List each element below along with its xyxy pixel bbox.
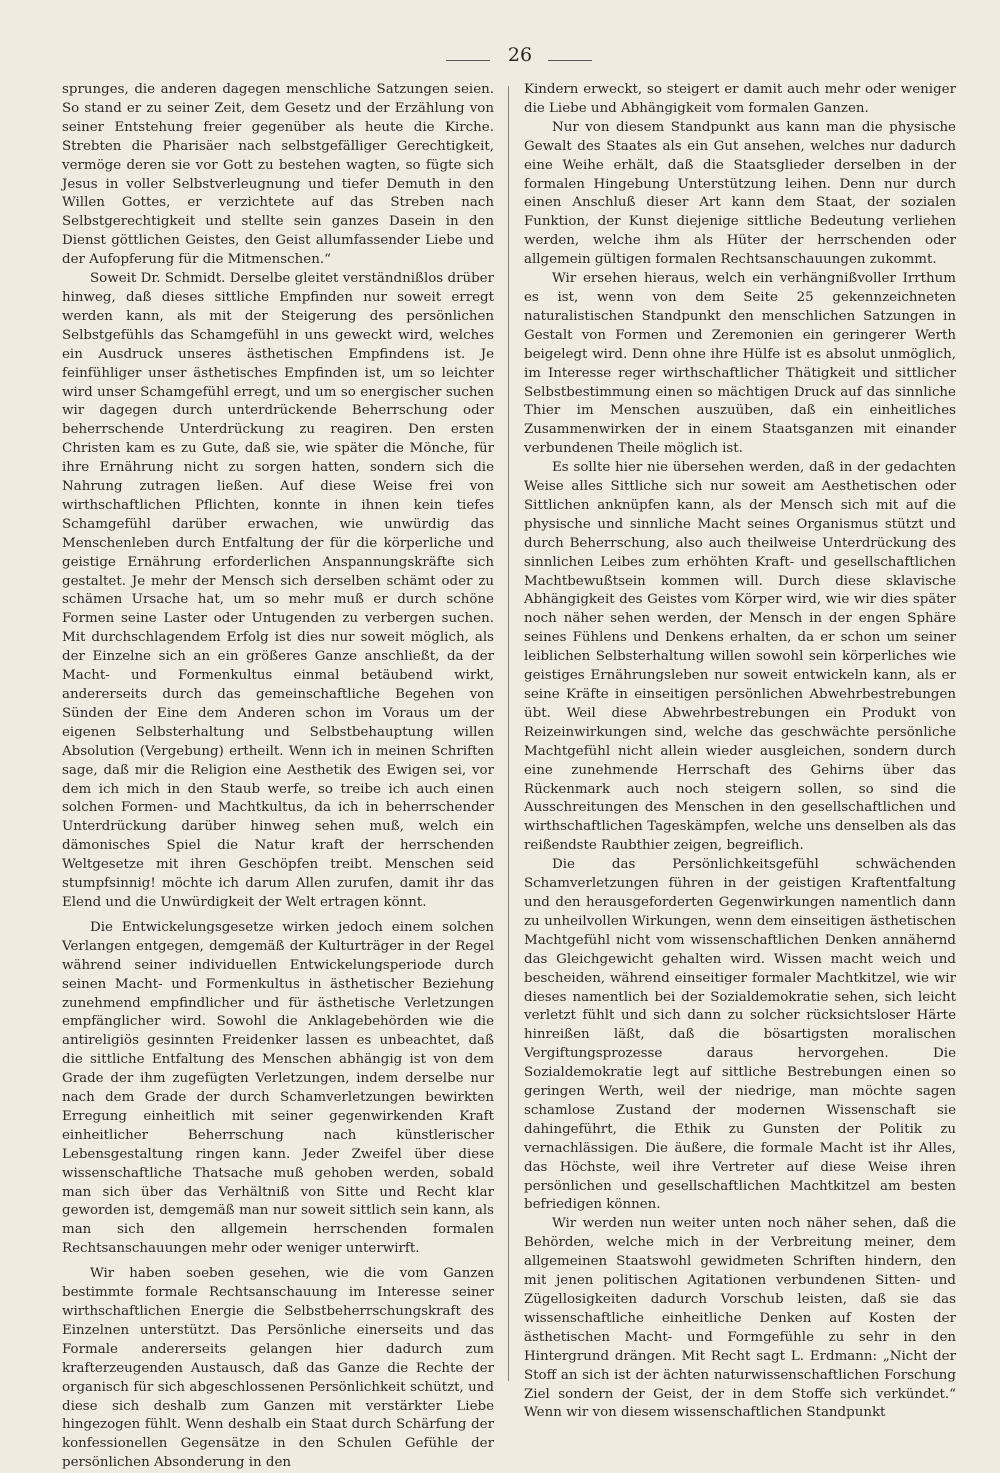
left-column [62,81,494,1473]
paragraph: Wir werden nun weiter unten noch näher sehen, daß die Behörden, welche mich in der Verbreitung meiner, dem allgemeinen Staatswohl gewidmeten Schriften hindern, den mit jenen politischen Agitationen verbundenen Sitten- und Zügellosigkeiten dadurch Vorschub leisten, daß sie das wissenschaftliche einheitliche Denken auf Kosten der ästhetischen Macht- und Formgefühle zu sehr in den Hintergrund drängen. Mit Recht sagt L. Erdmann: „Nicht der Stoff an sich ist der ächten naturwissenschaftlichen Forschung Ziel sondern der Geist, der in dem Stoffe sich verkündet.“ Wenn wir von diesem wissenschaftlichen Standpunkt [524,1216,956,1421]
header-rule-left [446,60,490,61]
paragraph: Soweit Dr. Schmidt. Derselbe gleitet verständnißlos drüber hinweg, daß dieses sittliche Empfinden nur soweit erregt werden kann, als mit der Steigerung des persönlichen Selbstgefühls das Schamgefühl in uns geweckt wird, welches ein Ausdruck unseres ästhetischen Empfindens ist. Je feinfühliger unser ästhetisches Empfinden ist, um so leichter wird unser Schamgefühl erregt, und um so energischer suchen wir dagegen durch unterdrückende Beherrschung oder beherrschende Unterdrückung zu reagiren. Den ersten Christen kam es zu Gute, daß sie, wie später die Mönche, für ihre Ernährung nicht zu sorgen hatten, sondern sich die Nahrung zutragen ließen. Auf diese Weise frei von wirthschaftlichen Pflichten, konnte in ihnen kein tiefes Schamgefühl darüber erwachen, wie unwürdig das Menschenleben durch Entfaltung der für die körperliche und geistige Ernährung erforderlichen Anspannungskräfte sich gestaltet. Je mehr der Mensch sich derselben schämt oder zu schämen Ursache hat, um so mehr muß er durch schöne Formen seine Laster oder Untugenden zu verbergen suchen. Mit durchschlagendem Erfolg ist dies nur soweit möglich, als der Einzelne sich an ein größeres Ganze anschließt, da der Macht- und Formenkultus einmal betäubend wirkt, andererseits durch das gemeinschaftliche Begehen von Sünden der Eine dem Anderen schon im Voraus um der eigenen Selbsterhaltung und Selbstbehauptung willen Absolution (Vergebung) ertheilt. Wenn ich in meinen Schriften sage, daß mir die Religion eine Aesthetik des Ewigen sei, vor dem ich mich in den Staub werfe, so treibe ich auch einen solchen Formen- und Machtkultus, da ich in beherrschender Unterdrückung darüber hinweg sehen muß, welch ein dämonisches Spiel die Natur kraft der herrschenden Weltgesetze mit ihren Geschöpfen treibt. Menschen seid stumpfsinnig! möchte ich darum Allen zurufen, damit ihr das Elend und die Unwürdigkeit der Welt ertragen könnt. [62,271,494,910]
paragraph: sprunges, die anderen dagegen menschliche Satzungen seien. So stand er zu seiner Zeit, dem Gesetz und der Erzählung von seiner Entstehung freier gegenüber als heute die Kirche. Strebten die Pharisäer nach selbstgefälliger Gerechtigkeit, vermöge deren sie vor Gott zu bestehen wagten, so fügte sich Jesus in voller Selbstverleugnung und tiefer Demuth in den Willen Gottes, er verzichtete auf das Streben nach Selbstgerechtigkeit und stellte sein ganzes Dasein in den Dienst göttlichen Geistes, den Geist allumfassender Liebe und der Aufopferung für die Mitmenschen.“ [62,82,494,268]
paragraph: Kindern erweckt, so steigert er damit auch mehr oder weniger die Liebe und Abhängigkeit vom formalen Ganzen. [524,82,956,116]
page-number: 26 [507,44,533,66]
page-header [0,44,1000,74]
right-column [524,81,956,1423]
paragraph: Die Entwickelungsgesetze wirken jedoch einem solchen Verlangen entgegen, demgemäß der Kulturträger in der Regel während seiner individuellen Entwickelungsperiode durch seinen Macht- und Formenkultus in ästhetischer Beziehung zunehmend empfindlicher und für ästhetische Verletzungen empfänglicher wird. Sowohl die Anklagebehörden wie die antireligiös gesinnten Freidenker lassen es unbeachtet, daß die sittliche Entfaltung des Menschen abhängig ist von dem Grade der ihm zugefügten Verletzungen, indem derselbe nur nach dem Grade der durch Schamverletzungen bewirkten Erregung einheitlich mit seiner gegenwirkenden Kraft einheitlicher Beherrschung nach künstlerischer Lebensgestaltung ringen kann. Jeder Zweifel über diese wissenschaftliche Thatsache muß gehoben werden, sobald man sich über das Verhältniß von Sitte und Recht klar geworden ist, demgemäß man nur soweit sittlich sein kann, als man sich den allgemein herrschenden formalen Rechtsanschauungen mehr oder weniger unterwirft. [62,919,494,1257]
paragraph: Es sollte hier nie übersehen werden, daß in der gedachten Weise alles Sittliche sich nur soweit am Aesthetischen oder Sittlichen anknüpfen kann, als der Mensch sich mit auf die physische und sinnliche Macht seines Organismus stützt und durch Beherrschung, also auch theilweise Unterdrückung des sinnlichen Leibes zum erhöhten Kraft- und gesellschaftlichen Machtbewußtsein kommen will. Durch diese sklavische Abhängigkeit des Geistes vom Körper wird, wie wir dies später noch näher sehen werden, der Mensch in der engen Sphäre seines Fühlens und Denkens erhalten, da er schon um seiner leiblichen Selbsterhaltung willen sowohl sein körperliches wie geistiges Ernährungsleben nur soweit entwickeln kann, als er seine Kräfte in einseitigen persönlichen Abwehrbestrebungen übt. Weil diese Abwehrbestrebungen ein Produkt von Reizeinwirkungen sind, welche das geschwächte persönliche Machtgefühl nicht allein wieder ausgleichen, sondern durch eine zunehmende Herrschaft des Gehirns über das Rückenmark auch noch steigern sollen, so sind die Ausschreitungen des Menschen in den gesellschaftlichen und wirthschaftlichen Tageskämpfen, welche uns denselben als das reißendste Raubthier zeigen, begreiflich. [524,460,956,854]
paragraph: Wir haben soeben gesehen, wie die vom Ganzen bestimmte formale Rechtsanschauung im Interesse seiner wirthschaftlichen Energie die Selbstbeherrschungskraft des Einzelnen unterstützt. Das Persönliche einerseits und das Formale andererseits gelangen hier dadurch zum krafterzeugenden Austausch, daß das Ganze die Rechte der organisch für sich abgeschlossenen Persönlichkeit schützt, und diese sich deshalb zum Ganzen mit verstärkter Liebe hingezogen fühlt. Wenn deshalb ein Staat durch Schärfung der konfessionellen Gegensätze in den Schulen Gefühle der persönlichen Absonderung in den [62,1266,494,1471]
paragraph: Nur von diesem Standpunkt aus kann man die physische Gewalt des Staates als ein Gut ansehen, welches nur dadurch eine Weihe erhält, daß die Staatsglieder derselben in der formalen Hingebung Unterstützung leihen. Denn nur durch einen Anschluß dieser Art kann dem Staat, der sozialen Funktion, der Kunst diejenige sittliche Bedeutung verliehen werden, welche ihm als Hüter der herrschenden oder allgemein gültigen formalen Rechtsanschauungen zukommt. [524,119,956,268]
paragraph: Wir ersehen hieraus, welch ein verhängnißvoller Irrthum es ist, wenn von dem Seite 25 gekennzeichneten naturalistischen Standpunkt den menschlichen Satzungen in Gestalt von Formen und Zeremonien ein geringerer Werth beigelegt wird. Denn ohne ihre Hülfe ist es absolut unmöglich, im Interesse reger wirthschaftlicher Thätigkeit und sittlicher Selbstbestimmung einen so mächtigen Druck auf das sinnliche Thier im Menschen auszuüben, daß ein einheitliches Zusammenwirken der in einem Staatsganzen mit einander verbundenen Theile möglich ist. [524,271,956,457]
paragraph: Die das Persönlichkeitsgefühl schwächenden Schamverletzungen führen in der geistigen Kraftentfaltung und den herausgeforderten Gegenwirkungen namentlich dann zu unheilvollen Wirkungen, wenn dem einseitigen ästhetischen Machtgefühl nicht vom wissenschaftlichen Denken annähernd das Gleichgewicht gehalten wird. Wissen macht weich und bescheiden, während einseitiger formaler Machtkitzel, wie wir dieses namentlich bei der Sozialdemokratie sehen, sich leicht verletzt fühlt und sich dann zu solcher rücksichtsloser Härte hinreißen läßt, daß die bösartigsten moralischen Vergiftungsprozesse daraus hervorgehen. Die Sozialdemokratie legt auf sittliche Bestrebungen einen so geringen Werth, weil der niedrige, man möchte sagen schamlose Zustand der modernen Wissenschaft sie dahingeführt, die Ethik zu Gunsten der Politik zu vernachlässigen. Die äußere, die formale Macht ist ihr Alles, das Höchste, weil ihre Vertreter auf diese Weise ihren persönlichen und gesellschaftlichen Machtkitzel am besten befriedigen können. [524,857,956,1213]
header-rule-right [548,60,592,61]
column-divider [508,86,509,1381]
